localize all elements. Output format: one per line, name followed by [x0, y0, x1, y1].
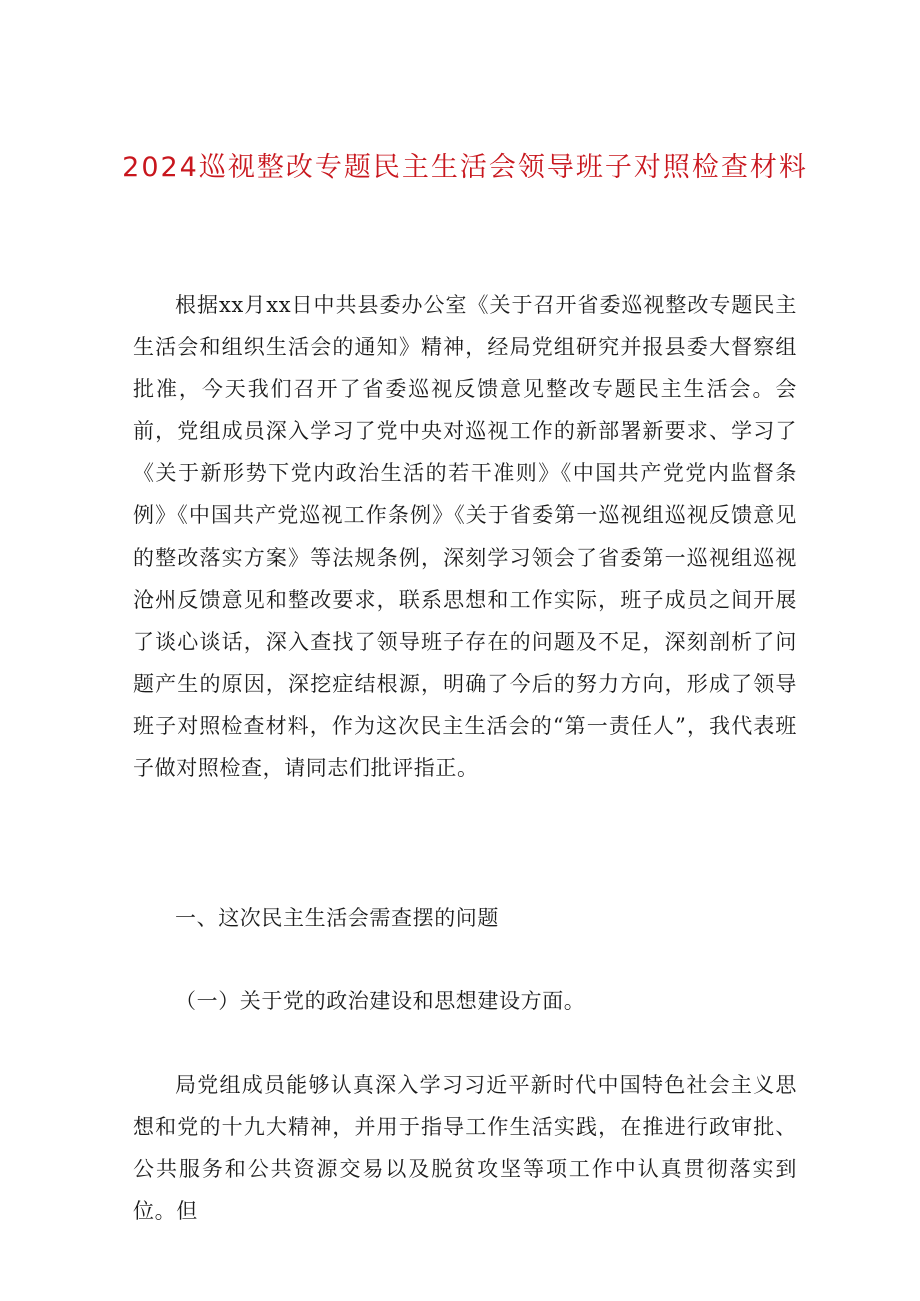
intro-paragraph: 根据xx月xx日中共县委办公室《关于召开省委巡视整改专题民主生活会和组织生活会的通知》精神，经局党组研究并报县委大督察组批准，今天我们召开了省委巡视反馈意见整改专题民主生活会。会前，党组成员深入学习了党中央对巡视工作的新部署新要求、学习了《关于新形势下党内政治生活的若干准则》《中国共产党党内监督条例》《中国共产党巡视工作条例》《关于省委第一巡视组巡视反馈意见的整改落实方案》等法规条例，深刻学习领会了省委第一巡视组巡视沧州反馈意见和整改要求，联系思想和工作实际，班子成员之间开展了谈心谈话，深入查找了领导班子存在的问题及不足，深刻剖析了问题产生的原因，深挖症结根源，明确了今后的努力方向，形成了领导班子对照检查材料，作为这次民主生活会的“第一责任人”，我代表班子做对照检查，请同志们批评指正。 [133, 293, 797, 781]
document-title: 2024巡视整改专题民主生活会领导班子对照检查材料 [122, 152, 808, 183]
body-paragraph: 局党组成员能够认真深入学习习近平新时代中国特色社会主义思想和党的十九大精神，并用于指导工作生活实践，在推进行政审批、公共服务和公共资源交易以及脱贫攻坚等项工作中认真贯彻落实到位。但 [133, 1073, 797, 1224]
section-heading-problems: 一、这次民主生活会需查摆的问题 [175, 906, 499, 930]
subsection-heading-political-building: （一）关于党的政治建设和思想建设方面。 [175, 989, 586, 1013]
